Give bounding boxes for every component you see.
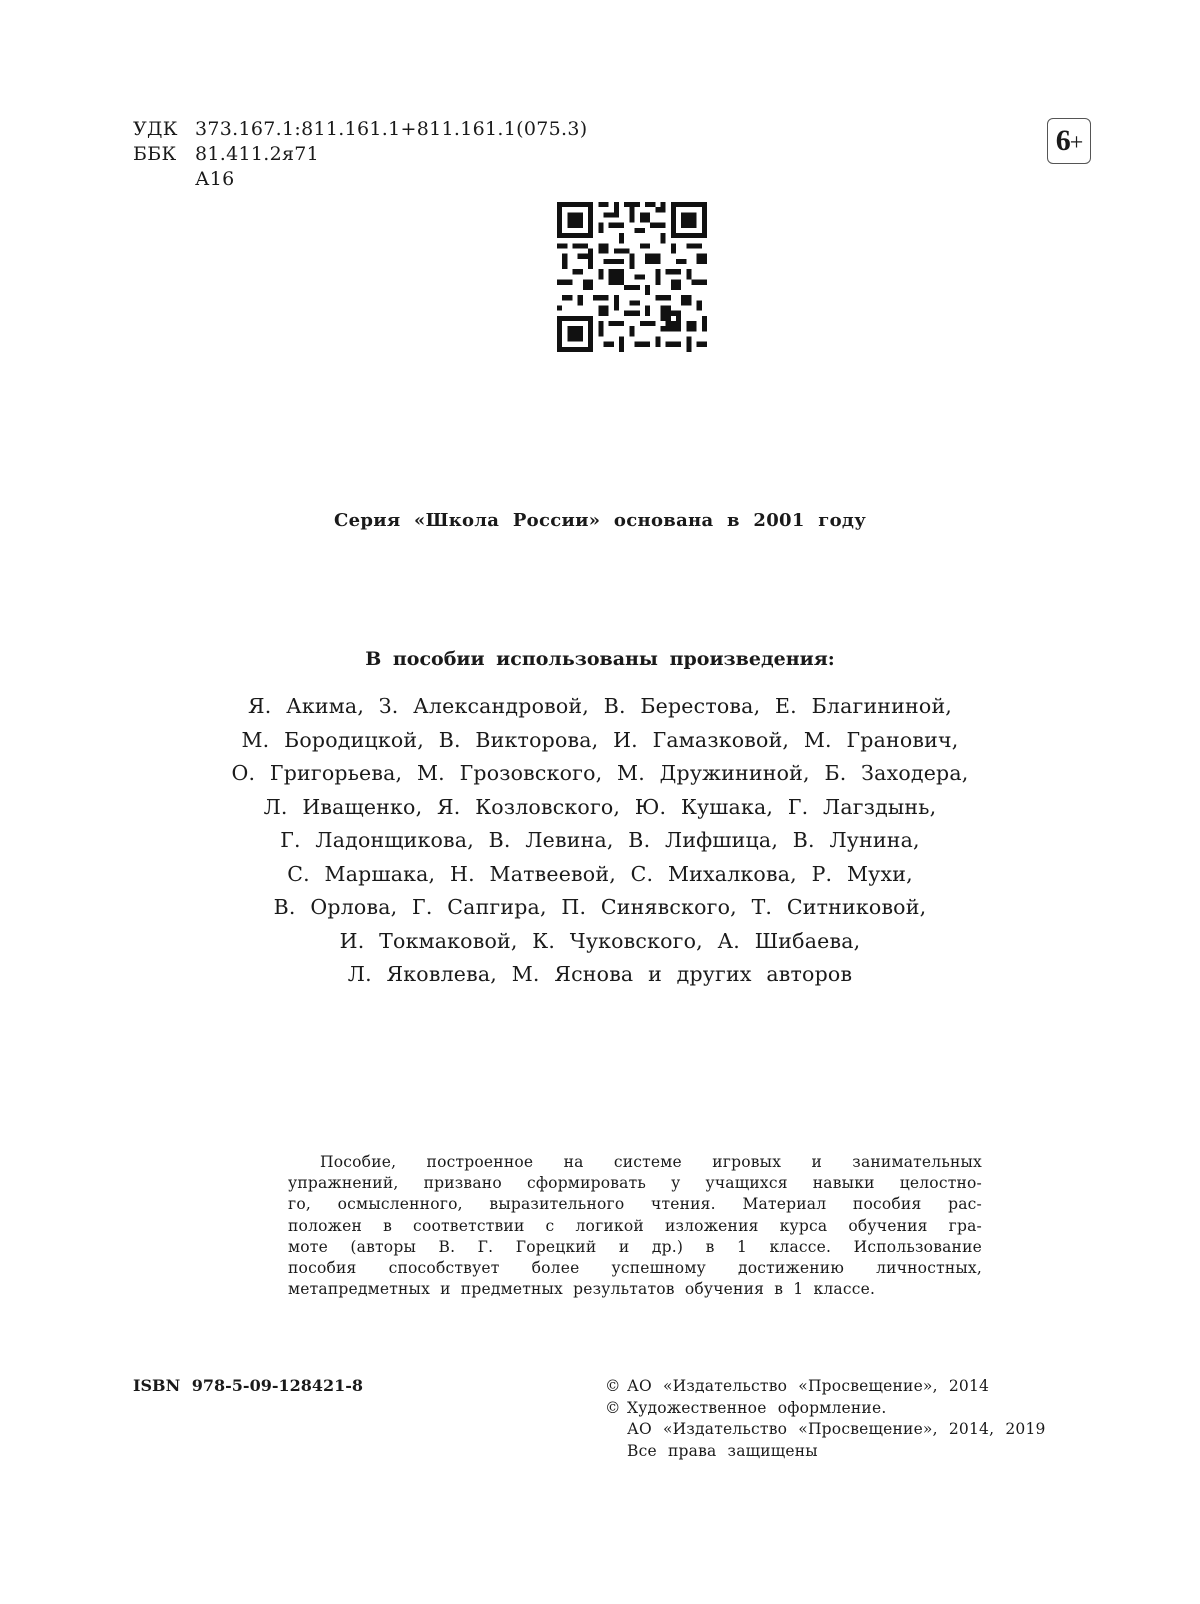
bbk-label: ББК xyxy=(133,143,177,165)
description-line: метапредметных и предметных результатов обучения в 1 классе. xyxy=(288,1280,876,1299)
author-mark: А16 xyxy=(195,168,235,190)
copyright-line: Все права защищены xyxy=(627,1441,818,1460)
authors-line: И. Токмаковой, К. Чуковского, А. Шибаева, xyxy=(339,928,861,953)
qr-code-icon xyxy=(557,202,707,352)
authors-line: О. Григорьева, М. Грозовского, М. Дружининой, Б. Заходера, xyxy=(231,761,969,785)
authors-line: С. Маршака, Н. Матвеевой, С. Михалкова, Р. Мухи, xyxy=(287,861,913,886)
bibliographic-codes xyxy=(133,117,587,192)
copyright-line: © Художественное оформление. xyxy=(605,1398,1046,1420)
author-mark-row xyxy=(133,167,587,192)
copyright-block xyxy=(605,1376,1046,1462)
authors-line: Я. Акима, З. Александровой, В. Берестова, Е. Благининой, xyxy=(247,694,953,718)
bbk-row xyxy=(133,142,587,167)
authors-line: В. Орлова, Г. Сапгира, П. Синявского, Т. Ситниковой, xyxy=(273,895,927,919)
description-paragraph xyxy=(288,1152,982,1300)
authors-line: М. Бородицкой, В. Викторова, И. Гамазковой, М. Гранович, xyxy=(241,727,959,752)
authors-line: Г. Ладонщикова, В. Левина, В. Лифшица, В. Лунина, xyxy=(280,828,920,852)
copyright-icon: © xyxy=(605,1377,621,1395)
works-heading: В пособии использованы произведения: xyxy=(365,648,835,670)
description-line: Пособие, построенное на системе игровых и занимательных xyxy=(320,1153,982,1171)
description-line: моте (авторы В. Г. Горецкий и др.) в 1 классе. Использование xyxy=(288,1237,982,1256)
authors-list xyxy=(0,690,1200,992)
udk-value: 373.167.1:811.161.1+811.161.1(075.3) xyxy=(195,118,588,140)
description-line: упражнений, призвано сформировать у учащихся навыки целостно- xyxy=(288,1174,982,1193)
authors-line: Л. Яковлева, М. Яснова и других авторов xyxy=(347,962,853,986)
copyright-line: АО «Издательство «Просвещение», 2014, 2019 xyxy=(627,1420,1046,1438)
description-line: пособия способствует более успешному достижению личностных, xyxy=(288,1259,982,1278)
bbk-value: 81.411.2я71 xyxy=(195,143,320,165)
age-rating-plus: + xyxy=(1069,130,1083,156)
age-rating-badge xyxy=(1047,118,1091,164)
copyright-icon: © xyxy=(605,1398,621,1417)
age-rating-number: 6 xyxy=(1055,124,1070,157)
series-note: Серия «Школа России» основана в 2001 году xyxy=(333,510,867,531)
description-line: го, осмысленного, выразительного чтения. Материал пособия рас- xyxy=(288,1195,982,1214)
description-line: положен в соответствии с логикой изложения курса обучения гра- xyxy=(288,1216,982,1235)
isbn: ISBN 978-5-09-128421-8 xyxy=(133,1376,364,1395)
udk-row xyxy=(133,117,587,142)
authors-line: Л. Иващенко, Я. Козловского, Ю. Кушака, Г. Лагздынь, xyxy=(263,794,937,819)
udk-label: УДК xyxy=(133,118,178,140)
copyright-line: © АО «Издательство «Просвещение», 2014 xyxy=(605,1376,1046,1398)
